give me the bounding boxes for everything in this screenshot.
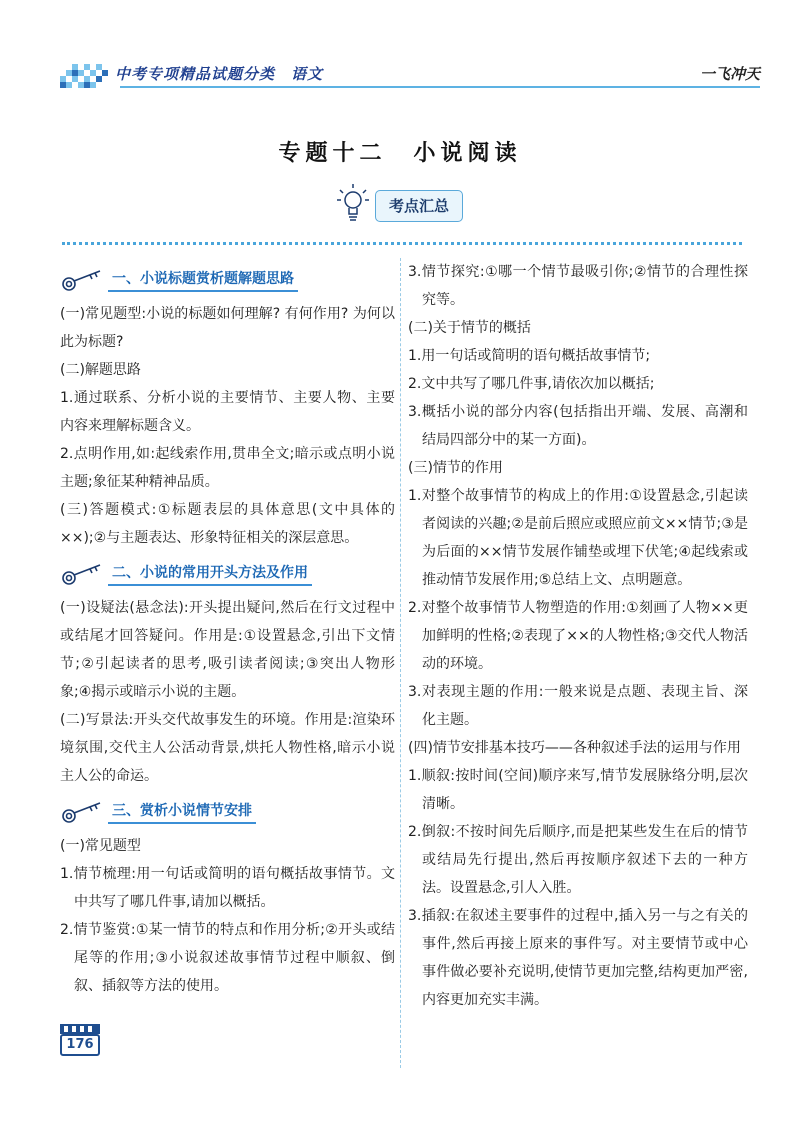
section-badge <box>335 182 475 228</box>
page-number <box>60 1022 104 1062</box>
section-heading-1 <box>60 260 395 300</box>
paragraph: (二)关于情节的概括 <box>408 320 531 336</box>
key-icon <box>60 266 106 294</box>
dotted-divider <box>62 242 742 245</box>
paragraph: 2.文中共写了哪几件事,请依次加以概括; <box>408 376 655 392</box>
paragraph: (一)设疑法(悬念法):开头提出疑问,然后在行文过程中或结尾才回答疑问。作用是:①设置悬念,引出下文情节;②引起读者的思考,吸引读者阅读;③突出人物形象;④揭示或暗示小说的主题。 <box>60 600 395 700</box>
badge-label: 考点汇总 <box>375 190 463 222</box>
section-title-1: 一、小说标题赏析题解题思路 <box>108 268 298 292</box>
key-icon <box>60 798 106 826</box>
paragraph: (一)常见题型:小说的标题如何理解? 有何作用? 为何以此为标题? <box>60 306 395 350</box>
paragraph: (三)情节的作用 <box>408 460 503 476</box>
paragraph: 3.概括小说的部分内容(包括指出开端、发展、高潮和结局四部分中的某一方面)。 <box>408 404 748 448</box>
paragraph: 3.插叙:在叙述主要事件的过程中,插入另一与之有关的事件,然后再接上原来的事件写。对主要情节或中心事件做必要补充说明,使情节更加完整,结构更加严密,内容更加充实丰满。 <box>408 908 748 1008</box>
paragraph: 2.倒叙:不按时间先后顺序,而是把某些发生在后的情节或结局先行提出,然后再按顺序叙述下去的一种方法。设置悬念,引人入胜。 <box>408 824 748 896</box>
key-icon <box>60 560 106 588</box>
paragraph: (二)解题思路 <box>60 362 141 378</box>
paragraph: 2.情节鉴赏:①某一情节的特点和作用分析;②开头或结尾等的作用;③小说叙述故事情节过程中顺叙、倒叙、插叙等方法的使用。 <box>60 922 395 994</box>
paragraph: 1.对整个故事情节的构成上的作用:①设置悬念,引起读者阅读的兴趣;②是前后照应或照应前文××情节;③是为后面的××情节发展作铺垫或埋下伏笔;④起线索或推动情节发展作用;⑤总结上文、点明题意。 <box>408 488 748 588</box>
header-title: 中考专项精品试题分类 语文 <box>115 65 324 83</box>
film-strip-icon <box>60 1024 100 1034</box>
left-column <box>60 258 395 1000</box>
paragraph: 3.情节探究:①哪一个情节最吸引你;②情节的合理性探究等。 <box>408 264 748 308</box>
section-heading-2 <box>60 554 395 594</box>
section-heading-3 <box>60 792 395 832</box>
checker-pattern-icon <box>60 58 120 88</box>
paragraph: 1.用一句话或简明的语句概括故事情节; <box>408 348 651 364</box>
paragraph: 1.情节梳理:用一句话或简明的语句概括故事情节。文中共写了哪几件事,请加以概括。 <box>60 866 395 910</box>
page-number-label: 176 <box>60 1034 100 1056</box>
section-title-3: 三、赏析小说情节安排 <box>108 800 256 824</box>
paragraph: (三)答题模式:①标题表层的具体意思(文中具体的××);②与主题表达、形象特征相关的深层意思。 <box>60 502 395 546</box>
paragraph: 1.顺叙:按时间(空间)顺序来写,情节发展脉络分明,层次清晰。 <box>408 768 748 812</box>
paragraph: (一)常见题型 <box>60 838 141 854</box>
page-header <box>60 58 760 88</box>
paragraph: (四)情节安排基本技巧——各种叙述手法的运用与作用 <box>408 740 741 756</box>
header-brand: 一飞冲天 <box>699 65 760 83</box>
paragraph: 2.对整个故事情节人物塑造的作用:①刻画了人物××更加鲜明的性格;②表现了××的人物性格;③交代人物活动的环境。 <box>408 600 748 672</box>
header-divider <box>120 86 760 88</box>
column-divider <box>400 258 401 1068</box>
paragraph: (二)写景法:开头交代故事发生的环境。作用是:渲染环境氛围,交代主人公活动背景,烘托人物性格,暗示小说主人公的命运。 <box>60 712 395 784</box>
paragraph: 2.点明作用,如:起线索作用,贯串全文;暗示或点明小说主题;象征某种精神品质。 <box>60 446 395 490</box>
paragraph: 1.通过联系、分析小说的主要情节、主要人物、主要内容来理解标题含义。 <box>60 390 395 434</box>
lightbulb-icon <box>335 182 371 226</box>
section-title-2: 二、小说的常用开头方法及作用 <box>108 562 312 586</box>
paragraph: 3.对表现主题的作用:一般来说是点题、表现主旨、深化主题。 <box>408 684 748 728</box>
right-column <box>408 258 748 1014</box>
page-title: 专题十二 小说阅读 <box>278 140 522 166</box>
